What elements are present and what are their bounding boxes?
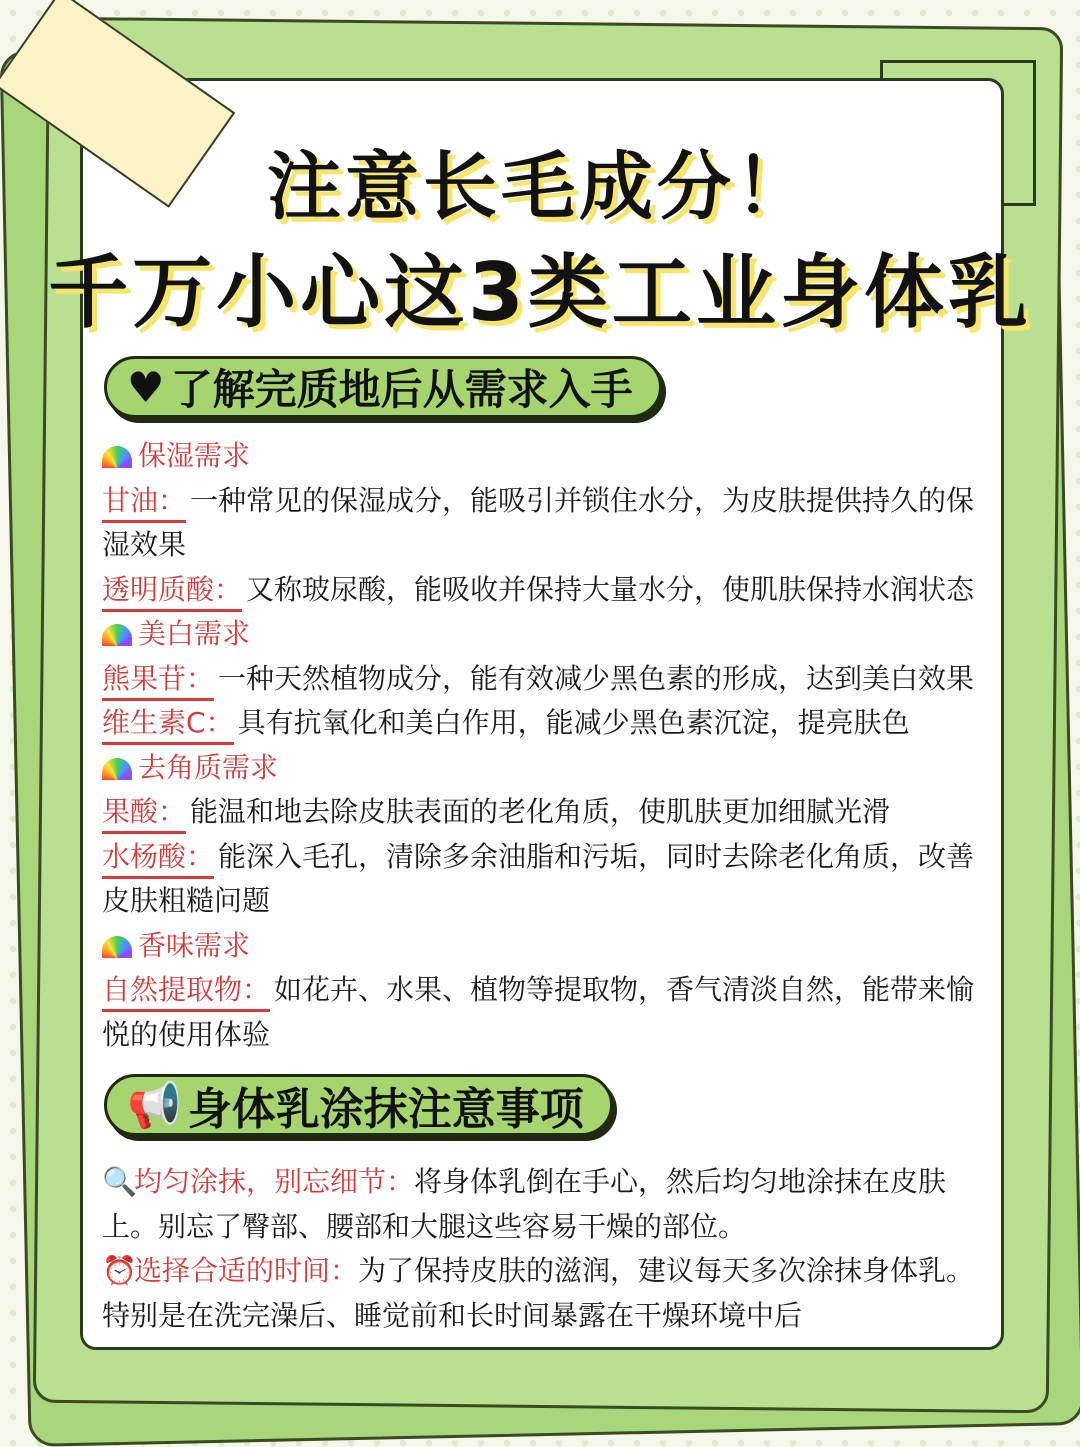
- list-item: [102, 701, 992, 746]
- ingredient-description: 能温和地去除皮肤表面的老化角质，使肌肤更加细腻光滑: [190, 795, 891, 828]
- ingredient-term: 熊果苷：: [102, 660, 214, 701]
- section-heading-text: 身体乳涂抹注意事项: [187, 1084, 584, 1135]
- ingredient-description: 一种常见的保湿成分，能吸引并锁住水分，为皮肤提供持久的保湿效果: [102, 483, 975, 561]
- tip-title: 均匀涂抹，别忘细节：: [134, 1165, 415, 1198]
- ingredient-description: 如花卉、水果、植物等提取物，香气清淡自然，能带来愉悦的使用体验: [102, 973, 975, 1051]
- ingredient-term: 甘油：: [102, 482, 186, 523]
- ingredient-term: 维生素C：: [102, 704, 234, 745]
- tip-title: 选择合适的时间：: [134, 1254, 359, 1287]
- rainbow-icon: [102, 624, 132, 646]
- list-item: [102, 568, 992, 613]
- rainbow-icon: [102, 758, 132, 780]
- tip-item: [102, 1160, 992, 1249]
- list-item: [102, 835, 992, 924]
- list-item: [102, 790, 992, 835]
- page-title-line1: 注意长毛成分！: [267, 144, 813, 230]
- heart-icon: ♥: [127, 362, 165, 412]
- section-heading-text: 了解完质地后从需求入手: [170, 365, 633, 414]
- page-title-line2: 千万小心这3类工业身体乳: [48, 246, 1032, 339]
- section-heading-application: [104, 1074, 613, 1136]
- ingredient-description: 一种天然植物成分，能有效减少黑色素的形成，达到美白效果: [218, 661, 975, 695]
- rainbow-icon: [102, 446, 132, 468]
- ingredient-term: 果酸：: [102, 793, 186, 834]
- tip-text: 为了保持皮肤的滋润，建议每天多次涂抹身体乳。特别是在洗完澡后、睡觉前和长时间暴露在干燥环境中后: [102, 1254, 975, 1332]
- ingredient-description: 又称玻尿酸，能吸收并保持大量水分，使肌肤保持水润状态: [246, 572, 975, 606]
- group-title: 去角质需求: [102, 746, 992, 791]
- application-tips: [102, 1160, 992, 1338]
- group-title: 保湿需求: [102, 434, 992, 479]
- megaphone-icon: 📢: [127, 1080, 182, 1131]
- rainbow-icon: [102, 936, 132, 958]
- ingredient-term: 透明质酸：: [102, 571, 242, 612]
- alarm-clock-icon: ⏰: [102, 1254, 137, 1287]
- list-item: [102, 657, 992, 702]
- ingredient-term: 自然提取物：: [102, 971, 270, 1012]
- magnifier-icon: 🔍: [102, 1165, 137, 1198]
- group-title: 美白需求: [102, 612, 992, 657]
- tip-item: [102, 1249, 992, 1338]
- tip-text: 将身体乳倒在手心，然后均匀地涂抹在皮肤上。别忘了臀部、腰部和大腿这些容易干燥的部位。: [102, 1165, 947, 1243]
- ingredients-list: [102, 434, 992, 1057]
- section-heading-ingredients: [104, 356, 662, 418]
- ingredient-term: 水杨酸：: [102, 838, 214, 879]
- ingredient-description: 能深入毛孔，清除多余油脂和污垢，同时去除老化角质，改善皮肤粗糙问题: [102, 839, 975, 917]
- list-item: [102, 479, 992, 568]
- group-title: 香味需求: [102, 924, 992, 969]
- ingredient-description: 具有抗氧化和美白作用，能减少黑色素沉淀，提亮肤色: [237, 706, 910, 739]
- list-item: [102, 968, 992, 1057]
